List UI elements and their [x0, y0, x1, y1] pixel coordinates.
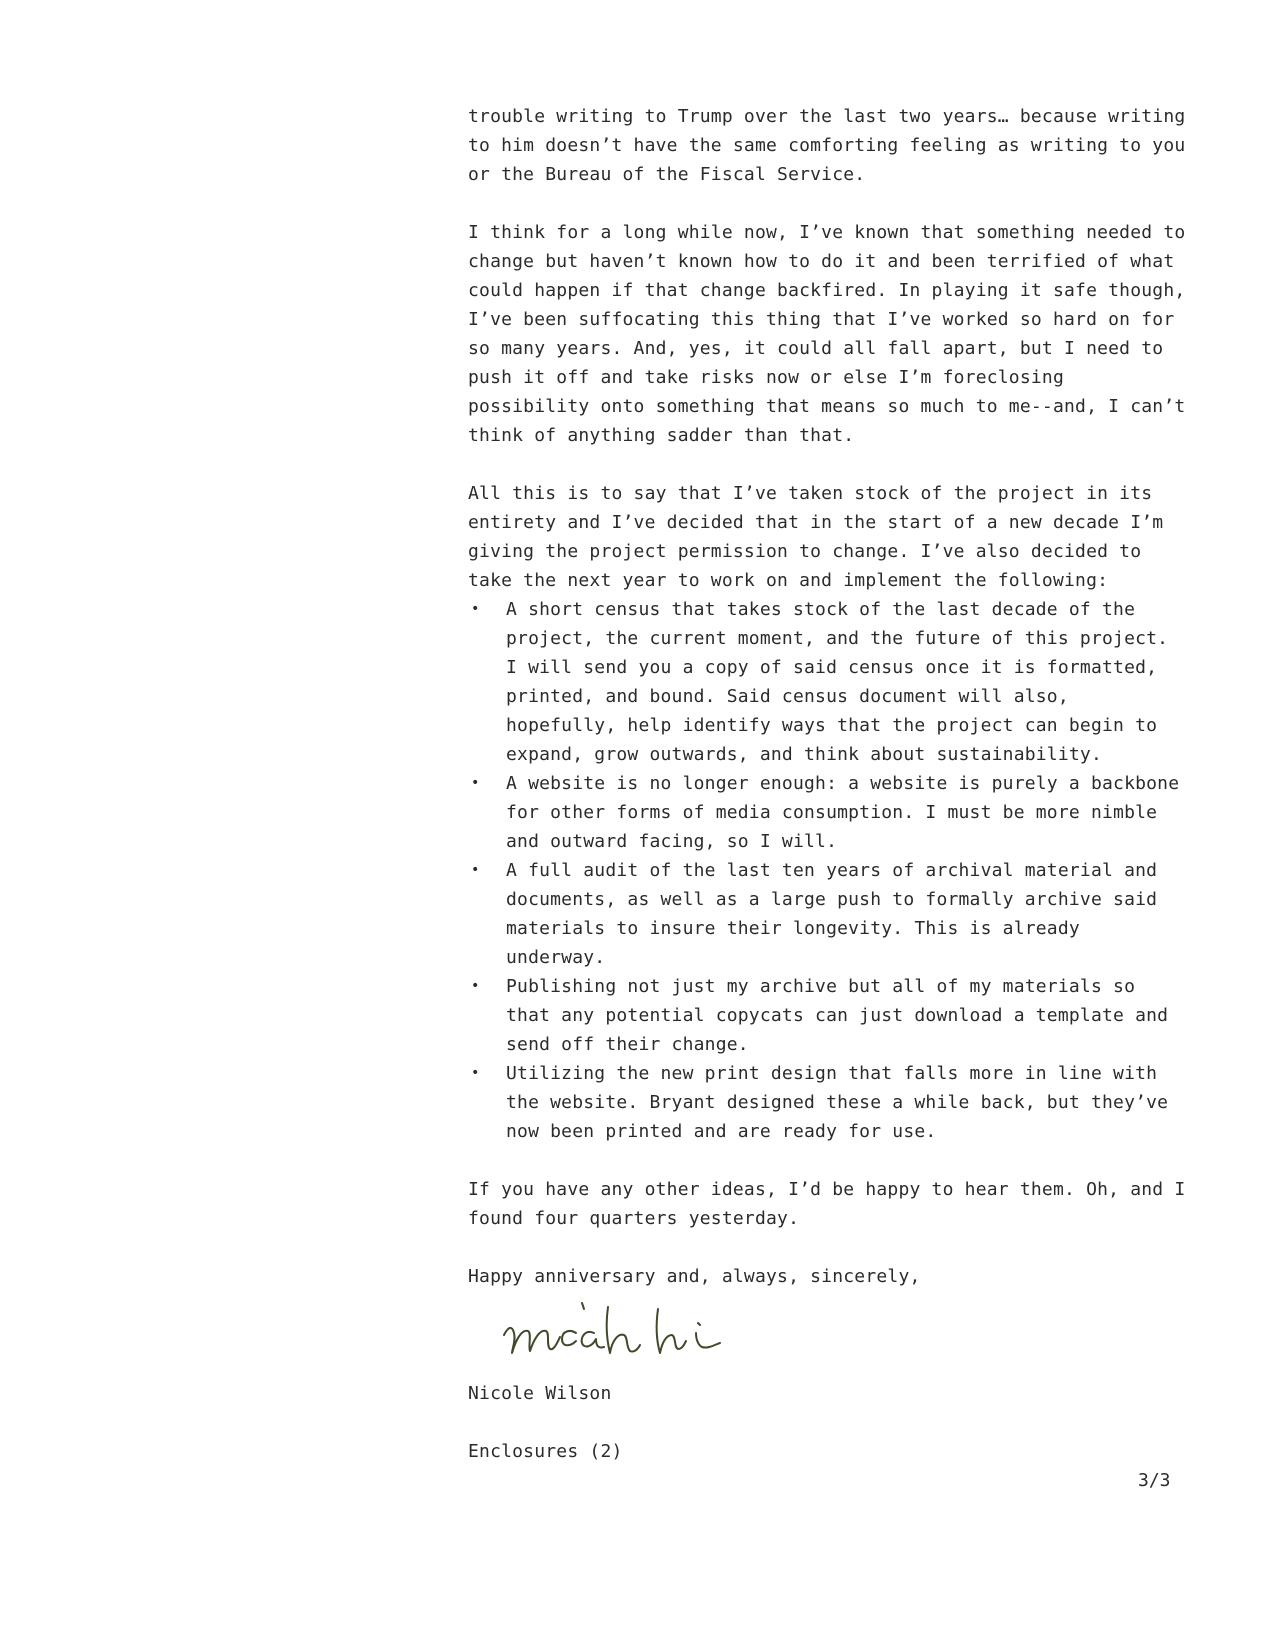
list-item-text: Publishing not just my archive but all of my materials so that any potential copycats can just download a template and send off their change. [506, 976, 1169, 1055]
paragraph-1: trouble writing to Trump over the last two years… because writing to him doesn’t have the same comforting feeling as writing to you or the Bureau of the Fiscal Service. [468, 106, 1186, 185]
list-item [468, 769, 1188, 856]
handwritten-signature [498, 1297, 758, 1367]
paragraph-3: All this is to say that I’ve taken stock of the project in its entirety and I’ve decided that in the start of a new decade I’m giving the project permission to change. I’ve also decided to take the next year to work on and implement the following: [468, 483, 1164, 591]
bullet-icon: • [471, 1065, 480, 1081]
list-item-text: Utilizing the new print design that falls more in line with the website. Bryant designed these a while back, but they’ve now been printed and are ready for use. [506, 1063, 1169, 1142]
bullet-icon: • [471, 978, 480, 994]
paragraph-2: I think for a long while now, I’ve known that something needed to change but haven’t known how to do it and been terrified of what could happen if that change backfired. In playing it safe though, I’ve been suffocating this thing that I’ve worked so hard on for so many years. And, yes, it could all fall apart, but I need to push it off and take risks now or else I’m foreclosing possibility onto something that means so much to me--and, I can’t think of anything sadder than that. [468, 222, 1186, 446]
signer-name: Nicole Wilson [468, 1383, 612, 1404]
list-item-text: A full audit of the last ten years of archival material and documents, as well as a large push to formally archive said materials to insure their longevity. This is already underway. [506, 860, 1158, 968]
list-item-text: A website is no longer enough: a website is purely a backbone for other forms of media consumption. I must be more nimble and outward facing, so I will. [506, 773, 1180, 852]
enclosures-note: Enclosures (2) [468, 1441, 623, 1462]
plan-list [468, 595, 1188, 1146]
bullet-icon: • [471, 601, 480, 617]
list-item [468, 1059, 1188, 1146]
letter-body [468, 102, 1188, 1466]
list-item-text: A short census that takes stock of the last decade of the project, the current moment, and the future of this project. I will send you a copy of said census once it is formatted, printed, and bound. Said census document will also, hopefully, help identify ways that the project can begin to expand, grow outwards, and think about sustainability. [506, 599, 1169, 765]
list-item [468, 856, 1188, 972]
bullet-icon: • [471, 862, 480, 878]
closing-line: Happy anniversary and, always, sincerely, [468, 1266, 921, 1287]
list-item [468, 595, 1188, 769]
list-item [468, 972, 1188, 1059]
paragraph-4: If you have any other ideas, I’d be happy to hear them. Oh, and I found four quarters yesterday. [468, 1179, 1186, 1229]
page-number: 3/3 [1138, 1470, 1171, 1491]
bullet-icon: • [471, 775, 480, 791]
